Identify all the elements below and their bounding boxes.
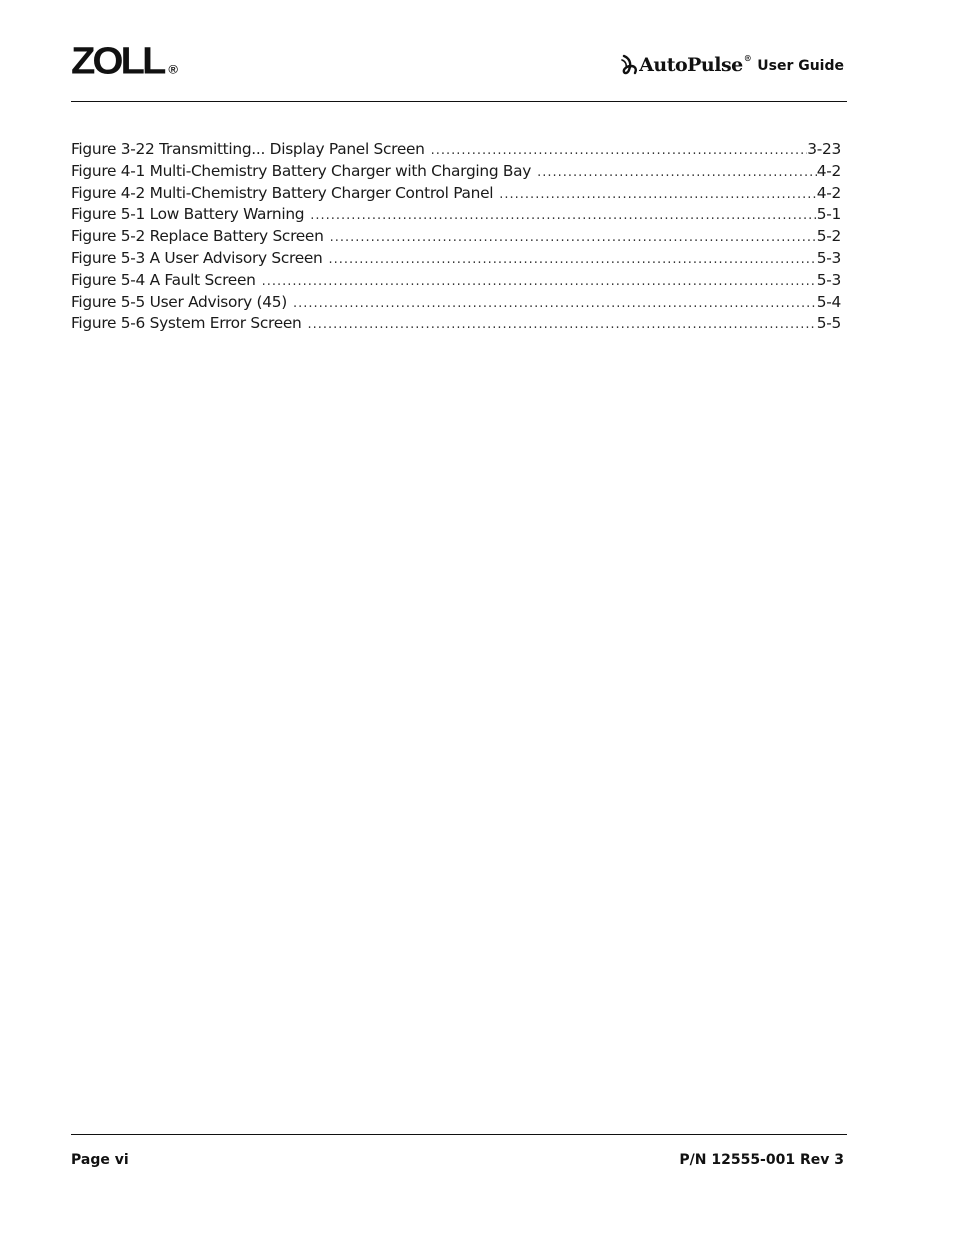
toc-leader-dots <box>293 296 817 311</box>
toc-leader-dots <box>499 187 816 202</box>
toc-entry-page: 5-4 <box>816 292 841 311</box>
toc-entry[interactable] <box>71 162 841 184</box>
toc-entry[interactable] <box>71 249 841 271</box>
toc-leader-dots <box>308 317 817 332</box>
document-type: User Guide <box>757 58 844 74</box>
toc-entry[interactable] <box>71 314 841 336</box>
toc-entry[interactable] <box>71 271 841 293</box>
toc-entry-label: Figure 4-2 Multi-Chemistry Battery Charger Control Panel <box>71 183 494 202</box>
toc-entry-page: 5-1 <box>816 205 841 224</box>
logo-registered-mark: ® <box>168 61 179 77</box>
footer-divider <box>71 1134 847 1135</box>
product-brand <box>621 53 844 76</box>
toc-entry-label: Figure 5-6 System Error Screen <box>71 314 302 333</box>
toc-leader-dots <box>330 230 817 245</box>
page-number: Page vi <box>71 1152 129 1168</box>
list-of-figures <box>71 140 841 336</box>
toc-entry[interactable] <box>71 227 841 249</box>
header-divider <box>71 101 847 102</box>
toc-entry-page: 4-2 <box>816 183 841 202</box>
zoll-logo <box>71 40 178 83</box>
brand-name: AutoPulse® <box>639 53 752 76</box>
toc-entry[interactable] <box>71 205 841 227</box>
toc-leader-dots <box>329 252 817 267</box>
toc-entry[interactable] <box>71 184 841 206</box>
toc-entry-page: 5-5 <box>816 314 841 333</box>
toc-entry-label: Figure 5-5 User Advisory (45) <box>71 292 287 311</box>
toc-leader-dots <box>262 274 817 289</box>
autopulse-swirl-icon <box>621 54 639 76</box>
toc-entry-label: Figure 5-2 Replace Battery Screen <box>71 227 324 246</box>
toc-entry-label: Figure 5-3 A User Advisory Screen <box>71 248 323 267</box>
toc-entry-page: 5-3 <box>816 248 841 267</box>
autopulse-logo <box>621 53 751 76</box>
toc-entry-label: Figure 3-22 Transmitting... Display Panel Screen <box>71 140 425 158</box>
toc-entry-label: Figure 5-4 A Fault Screen <box>71 270 256 289</box>
part-number: P/N 12555-001 Rev 3 <box>679 1152 844 1168</box>
toc-leader-dots <box>537 165 817 180</box>
toc-entry-label: Figure 4-1 Multi-Chemistry Battery Charger with Charging Bay <box>71 161 532 180</box>
toc-entry[interactable] <box>71 293 841 315</box>
page-header <box>71 38 847 102</box>
toc-entry-page: 3-23 <box>807 140 841 158</box>
toc-entry-page: 5-2 <box>816 227 841 246</box>
toc-leader-dots <box>431 143 808 158</box>
toc-entry-label: Figure 5-1 Low Battery Warning <box>71 205 305 224</box>
toc-leader-dots <box>310 208 817 223</box>
toc-entry-page: 4-2 <box>816 161 841 180</box>
toc-entry[interactable] <box>71 140 841 162</box>
logo-text: ZOLL <box>71 40 164 82</box>
toc-entry-page: 5-3 <box>816 270 841 289</box>
